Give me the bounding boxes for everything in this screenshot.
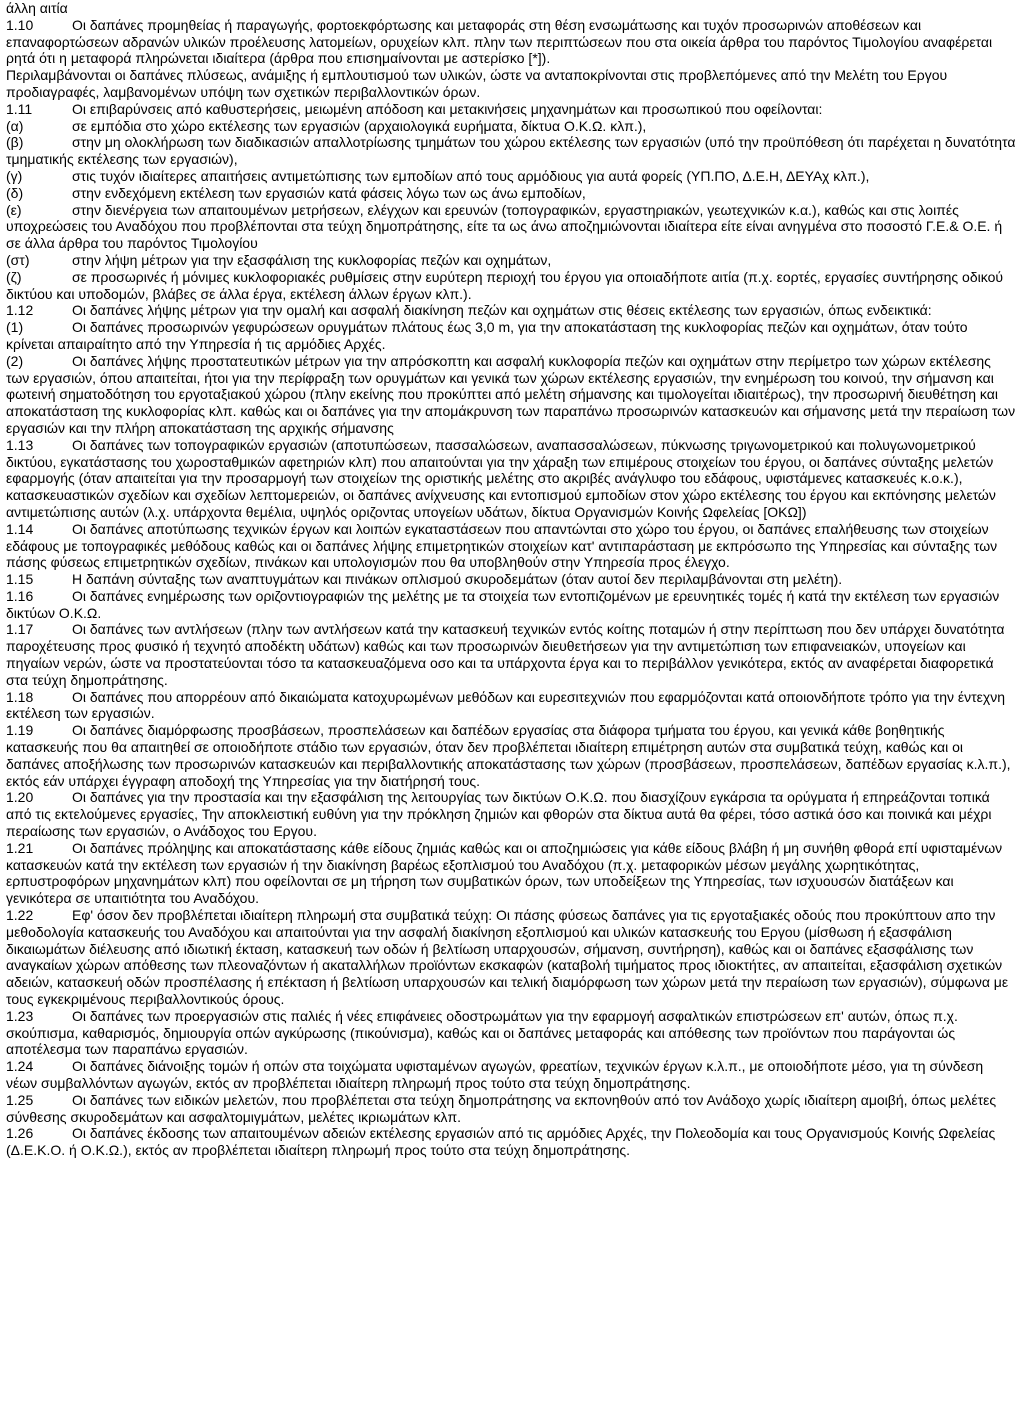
document-page	[6, 0, 1016, 1159]
paragraph-text: Οι δαπάνες προμηθείας ή παραγωγής, φορτοεκφόρτωσης και μεταφοράς στη θέση ενσωμάτωσης και τυχόν προσωρινών αποθέσεων και επαναφορτώσεων αδρανών υλικών προέλευσης λατομείων, ορυχείων κλπ. πλην των περιπτώσεων που στα οικεία άρθρα του παρόντος Τιμολογίου αναφέρεται ρητά ότι η μεταφορά πληρώνεται ιδιαίτερα (άρθρα που επισημαίνονται με αστερίσκο [*]).	[6, 16, 993, 67]
paragraph-number: 1.17	[6, 621, 34, 638]
paragraph-text: Οι δαπάνες των τοπογραφικών εργασιών (αποτυπώσεων, πασσαλώσεων, αναπασσαλώσεων, πύκνωσης τριγωνομετρικού και πολυγωνομετρικού δικτύου, εγκατάστασης του χωροσταθμικών αφετηριών κλπ) που απαιτούνται για την χάραξη των επιμέρους στοιχείων του έργου, οι δαπάνες σύνταξης μελετών εφαρμογής (όταν απαιτείται για την προσαρμογή των στοιχείων της οριστικής μελέτης στο ακριβές ανάγλυφο του εδάφους, υφιστάμενες κατασκευές κ.ο.κ.), κατασκευαστικών σχεδίων και σχεδίων λεπτομερειών, οι δαπάνες ανίχνευσης και εντοπισμού εμποδίων στον χώρο εκτέλεσης του έργου και εκπόνησης μελετών αντιμετώπισης αυτών (λ.χ. υπάρχοντα θεμέλια, υψηλός οριζοντας υπογείων υδάτων, δίκτυα Οργανισμών Κοινής Ωφελείας [ΟΚΩ])	[6, 436, 996, 520]
paragraph-number: 1.26	[6, 1125, 34, 1142]
document-paragraph	[6, 1008, 1016, 1058]
paragraph-number: 1.13	[6, 436, 34, 453]
paragraph-number: 1.18	[6, 688, 34, 705]
paragraph-text: Οι δαπάνες των προεργασιών στις παλιές ή νέες επιφάνειες οδοστρωμάτων για την εφαρμογή ασφαλτικών επιστρώσεων επ' αυτών, όπως π.χ. σκούπισμα, καθαρισμός, δημιουργία οπών αγκύρωσης (πικούνισμα), καθώς και οι δαπάνες μεταφοράς και απόθεσης των προϊόντων που παράγονται ώς αποτέλεσμα των παραπάνω εργασιών.	[6, 1007, 958, 1058]
paragraph-text: στην ενδεχόμενη εκτέλεση των εργασιών κατά φάσεις λόγω των ως άνω εμποδίων,	[72, 184, 586, 201]
paragraph-number: 1.20	[6, 789, 34, 806]
document-paragraph	[6, 252, 1016, 269]
document-paragraph	[6, 168, 1016, 185]
document-paragraph	[6, 202, 1016, 252]
paragraph-text: Οι δαπάνες λήψης μέτρων για την ομαλή και ασφαλή διακίνηση πεζών και οχημάτων στις θέσεις εκτέλεσης των εργασιών, όπως ενδεικτικά:	[72, 302, 932, 319]
document-paragraph	[6, 1058, 1016, 1092]
document-paragraph	[6, 185, 1016, 202]
document-paragraph	[6, 101, 1016, 118]
paragraph-text: Οι δαπάνες για την προστασία και την εξασφάλιση της λειτουργίας των δικτύων Ο.Κ.Ω. που διασχίζουν εγκάρσια τα ορύγματα ή επηρεάζονται τοπικά από τις εκτελούμενες εργασίες, Την αποκλειστική ευθύνη για την πρόκληση ζημιών και φθορών στα δίκτυα αυτά θα φέρει, τόσο αστικά όσο και ποινικά και μέχρι περαίωσης των εργασιών, ο Ανάδοχος του Εργου.	[6, 789, 992, 840]
paragraph-text: Οι δαπάνες που απορρέουν από δικαιώματα κατοχυρωμένων μεθόδων και ευρεσιτεχνιών που εφαρμόζονται κατά οποιονδήποτε τρόπο για την έντεχνη εκτέλεση των εργασιών.	[6, 688, 1006, 722]
paragraph-text: Οι δαπάνες διαμόρφωσης προσβάσεων, προσπελάσεων και δαπέδων εργασίας στα διάφορα τμήματα του έργου, και γενικά κάθε βοηθητικής κατασκευής που θα απαιτηθεί σε οποιοδήποτε στάδιο των εργασιών, όταν δεν προβλέπεται ιδιαίτερη επιμέτρηση αυτών στα συμβατικά τεύχη, καθώς και οι δαπάνες αποξήλωσης των προσωρινών κατασκευών και περιβαλλοντικής αποκατάστασης των χώρων (προσβάσεων, προσπελάσεων, δαπέδων εργασίας κ.λ.π.), εκτός εάν υπάρχει έγγραφη αποδοχή της Υπηρεσίας για την διατήρησή τους.	[6, 722, 1011, 789]
paragraph-number: (στ)	[6, 251, 30, 268]
paragraph-text: Οι δαπάνες αποτύπωσης τεχνικών έργων και λοιπών εγκαταστάσεων που απαντώνται στο χώρο του έργου, οι δαπάνες επαλήθευσης των στοιχείων εδάφους με τοπογραφικές μεθόδους καθώς και οι δαπάνες λήψης επιμετρητικών στοιχείων κατ' αντιπαράσταση με εκπρόσωπο της Υπηρεσίας και σύνταξης των πάσης φύσεως επιμετρητικών σχεδίων, πινάκων και υπολογισμών που θα υποβληθούν στην Υπηρεσία προς έλεγχο.	[6, 520, 998, 571]
paragraph-text: Εφ' όσον δεν προβλέπεται ιδιαίτερη πληρωμή στα συμβατικά τεύχη: Οι πάσης φύσεως δαπάνες για τις εργοταξιακές οδούς που προκύπτουν απο την μεθοδολογία κατασκευής του Αναδόχου και απαιτούνται για την ασφαλή διακίνηση εξοπλισμού και υλικών κατασκευής του Εργου (μίσθωση ή εξασφάλιση δικαιωμάτων διέλευσης από ιδιωτική έκταση, κατασκευή των οδών ή βελτίωση υπαρχουσών, σήμανση, συντήρηση), καθώς και οι δαπάνες εξασφάλισης των αναγκαίων χώρων απόθεσης των πλεοναζόντων ή ακαταλλήλων προϊόντων εκσκαφών (καταβολή τιμήματος προς ιδιοκτήτες, αν απαιτείται, εξασφάλιση σχετικών αδειών, κατασκευή οδών προσπέλασης ή επέκταση ή βελτίωση υπαρχουσών και τελική διαμόρφωση των χώρων μετά την περαίωση των εργασιών), σύμφωνα με τους εγκεκριμένους περιβαλλοντικούς όρους.	[6, 907, 1009, 1008]
paragraph-text: στην διενέργεια των απαιτουμένων μετρήσεων, ελέγχων και ερευνών (τοπογραφικών, εργαστηριακών, γεωτεχνικών κ.α.), καθώς και στις λοιπές υποχρεώσεις του Αναδόχου που προβλέπονται στα τεύχη δημοπράτησης, είτε τα ως άνω αποζημιώνονται ιδιαίτερα είτε είναι ανηγμένα στο ποσοστό Γ.Ε.& Ο.Ε. ή σε άλλα άρθρα του παρόντος Τιμολογίου	[6, 201, 1003, 252]
paragraph-number: 1.24	[6, 1058, 34, 1075]
paragraph-text: σε εμπόδια στο χώρο εκτέλεσης των εργασιών (αρχαιολογικά ευρήματα, δίκτυα Ο.Κ.Ω. κλπ.),	[72, 117, 647, 134]
paragraph-text: Οι δαπάνες λήψης προστατευτικών μέτρων για την απρόσκοπτη και ασφαλή κυκλοφορία πεζών και οχημάτων στην περίμετρο των χώρων εκτέλεσης των εργασιών, όπου απαιτείται, ήτοι για την περίφραξη των ορυγμάτων και γενικά των χώρων εκτέλεσης εργασιών, την ενημέρωση του κοινού, την σήμανση και φωτεινή σηματοδότηση του εργοταξιακού χώρου (πλην εκείνης που προκύπτει από μελέτη σήμανσης και τιμολογείται ιδιαιτέρως), την προσωρινή διευθέτηση και αποκατάσταση της κυκλοφορίας κλπ. καθώς και οι δαπάνες για την απομάκρυνση των παραπάνω προσωρινών κατασκευών και σήμανσης μετά την περαίωση των εργασιών και την πλήρη αποκατάσταση της αρχικής σήμανσης	[6, 352, 1016, 436]
document-paragraph	[6, 571, 1016, 588]
paragraph-number: (β)	[6, 134, 24, 151]
paragraph-number: (ε)	[6, 201, 22, 218]
document-paragraph	[6, 789, 1016, 839]
paragraph-number: (α)	[6, 117, 24, 134]
document-paragraph	[6, 1092, 1016, 1126]
paragraph-number: 1.21	[6, 839, 34, 856]
document-paragraph	[6, 689, 1016, 723]
paragraph-text: σε προσωρινές ή μόνιμες κυκλοφοριακές ρυθμίσεις στην ευρύτερη περιοχή του έργου για οποιαδήποτε αιτία (π.χ. εορτές, εργασίες συντήρησης οδικού δικτύου και υποδομών, βλάβες σε άλλα έργα, εκτέλεση άλλων έργων κλπ.).	[6, 268, 1004, 302]
paragraph-number: 1.12	[6, 302, 34, 319]
paragraph-text: στην μη ολοκλήρωση των διαδικασιών απαλλοτρίωσης τμημάτων του χώρου εκτέλεσης των εργασιών (υπό την προϋπόθεση ότι παρέχεται η δυνατότητα τμηματικής εκτέλεσης των εργασιών),	[6, 134, 1016, 168]
paragraph-number: 1.14	[6, 520, 34, 537]
paragraph-number: 1.11	[6, 100, 33, 117]
document-paragraph	[6, 118, 1016, 135]
document-paragraph	[6, 437, 1016, 521]
paragraph-number: 1.23	[6, 1007, 34, 1024]
paragraph-text: Περιλαμβάνονται οι δαπάνες πλύσεως, ανάμιξης ή εμπλουτισμού των υλικών, ώστε να ανταποκρίνονται στις προβλεπόμενες από την Μελέτη του Εργου προδιαγραφές, λαμβανομένων υπόψη των σχετικών περιβαλλοντικών όρων.	[6, 67, 948, 100]
document-paragraph	[6, 1125, 1016, 1159]
paragraph-text: Οι δαπάνες έκδοσης των απαιτουμένων αδειών εκτέλεσης εργασιών από τις αρμόδιες Αρχές, την Πολεοδομία και τους Οργανισμούς Κοινής Ωφελείας (Δ.Ε.Κ.Ο. ή Ο.Κ.Ω.), εκτός αν προβλέπεται ιδιαίτερη πληρωμή προς τούτο στα τεύχη δημοπράτησης.	[6, 1125, 996, 1159]
paragraph-text: Οι δαπάνες διάνοιξης τομών ή οπών στα τοιχώματα υφισταμένων αγωγών, φρεατίων, τεχνικών έργων κ.λ.π., με οποιοδήποτε μέσο, για τη σύνδεση νέων συμβαλλόντων αγωγών, εκτός αν προβλέπεται ιδιαίτερη πληρωμή προς τούτο στα τεύχη δημοπράτησης.	[6, 1058, 984, 1091]
paragraph-number: (1)	[6, 319, 24, 336]
document-paragraph	[6, 722, 1016, 789]
paragraph-text: Η δαπάνη σύνταξης των αναπτυγμάτων και πινάκων οπλισμού σκυροδεμάτων (όταν αυτοί δεν περιλαμβάνονται στη μελέτη).	[72, 571, 843, 588]
paragraph-text: Οι δαπάνες των αντλήσεων (πλην των αντλήσεων κατά την κατασκευή τεχνικών εντός κοίτης ποταμών ή στην περίπτωση που δεν υπάρχει δυνατότητα παροχέτευσης προς φυσικό ή τεχνητό αποδέκτη υδάτων) καθώς και των προσωρινών διευθετήσεων για την αντιμετώπιση των επιφανειακών, υπογείων και πηγαίων νερών, ώστε να προστατεύονται τόσο τα κατασκευαζόμενα οσο και τα υπάρχοντα έργα και το περιβάλλον γενικότερα, εκτός αν αναφέρεται διαφορετικά στα τεύχη δημοπράτησης.	[6, 621, 1005, 688]
document-paragraph	[6, 302, 1016, 319]
document-paragraph	[6, 319, 1016, 353]
document-paragraph	[6, 17, 1016, 67]
paragraph-text: Οι δαπάνες ενημέρωσης των οριζοντιογραφιών της μελέτης με τα στοιχεία των εντοπιζομένων με ερευνητικές τομές ή κατά την εκτέλεση των εργασιών δικτύων Ο.Κ.Ω.	[6, 587, 1000, 621]
continuation-heading: άλλη αιτία	[6, 0, 68, 16]
document-paragraph	[6, 134, 1016, 168]
paragraph-number: 1.22	[6, 907, 34, 924]
document-paragraph	[6, 521, 1016, 571]
paragraph-number: (ζ)	[6, 268, 22, 285]
paragraph-text: Οι δαπάνες των ειδικών μελετών, που προβλέπεται στα τεύχη δημοπράτησης να εκπονηθούν από τον Ανάδοχο χωρίς ιδιαίτερη αμοιβή, όπως μελέτες σύνθεσης σκυροδεμάτων και ασφαλτομιγμάτων, μελέτες ικριωμάτων κλπ.	[6, 1091, 997, 1125]
paragraph-number: (δ)	[6, 184, 24, 201]
paragraph-text: Οι δαπάνες προσωρινών γεφυρώσεων ορυγμάτων πλάτους έως 3,0 m, για την αποκατάσταση της κυκλοφορίας πεζών και οχημάτων, όταν τούτο κρίνεται απαιραίτητο από την Υπηρεσία ή τις αρμόδιες Αρχές.	[6, 319, 968, 352]
paragraph-number: 1.10	[6, 16, 34, 33]
document-paragraph	[6, 269, 1016, 303]
document-paragraph	[6, 67, 1016, 101]
paragraph-number: (γ)	[6, 167, 23, 184]
document-paragraph	[6, 840, 1016, 907]
paragraph-text: Οι δαπάνες πρόληψης και αποκατάστασης κάθε είδους ζημιάς καθώς και οι αποζημιώσεις για κάθε είδους βλάβη ή μη συνήθη φθορά επί υφισταμένων κατασκευών κατά την εκτέλεση των εργασιών ή την διακίνηση βαρέως εξοπλισμού του Αναδόχου (π.χ. μεταφορικών μέσων μεγάλης χωρητικότητας, ερπυστροφόρων μηχανημάτων κλπ) που οφείλονται σε μη τήρηση των συμβατικών όρων, των υποδείξεων της Υπηρεσίας, των ισχυουσών διατάξεων και γενικότερα σε υπαιτιότητα του Αναδόχου.	[6, 839, 1003, 907]
document-paragraph	[6, 621, 1016, 688]
paragraph-number: 1.15	[6, 571, 34, 588]
document-paragraph	[6, 907, 1016, 1008]
document-paragraph	[6, 353, 1016, 437]
paragraph-number: (2)	[6, 352, 24, 369]
paragraph-text: στις τυχόν ιδιαίτερες απαιτήσεις αντιμετώπισης των εμποδίων από τους αρμόδιους για αυτά φορείς (ΥΠ.ΠΟ, Δ.Ε.Η, ΔΕΥΑχ κλπ.),	[72, 167, 870, 184]
paragraph-list	[6, 17, 1016, 1159]
paragraph-text: Οι επιβαρύνσεις από καθυστερήσεις, μειωμένη απόδοση και μετακινήσεις μηχανημάτων και προσωπικού που οφείλονται:	[72, 100, 823, 117]
paragraph-number: 1.16	[6, 587, 34, 604]
paragraph-number: 1.19	[6, 722, 34, 739]
paragraph-text: στην λήψη μέτρων για την εξασφάλιση της κυκλοφορίας πεζών και οχημάτων,	[72, 251, 552, 268]
paragraph-number: 1.25	[6, 1091, 34, 1108]
document-paragraph	[6, 588, 1016, 622]
